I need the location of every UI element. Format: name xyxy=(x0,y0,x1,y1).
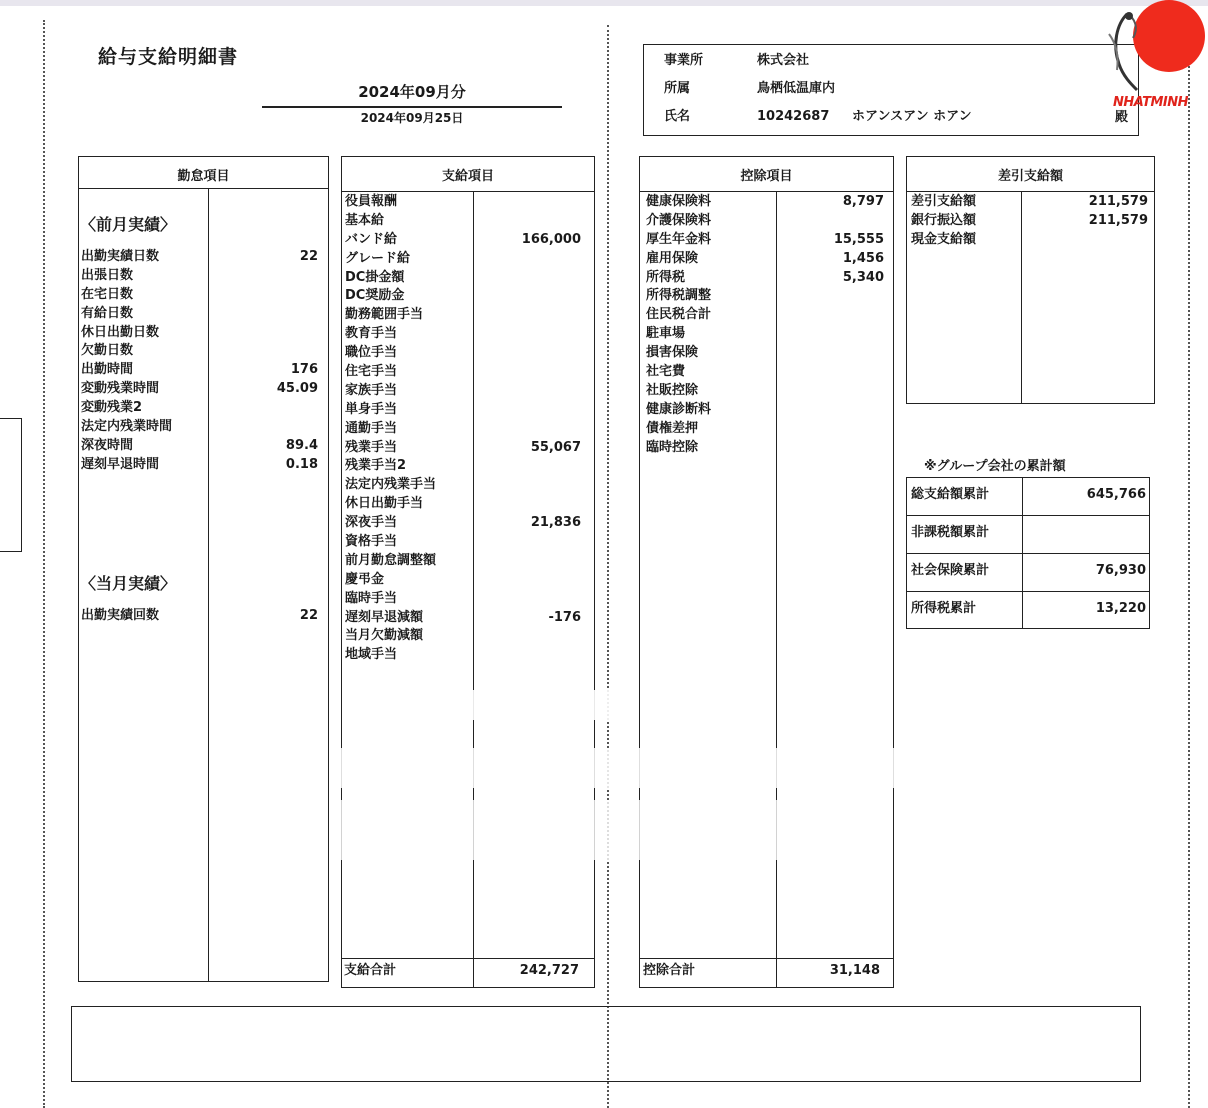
cumulative-label: 所得税累計 xyxy=(911,601,977,616)
cumulative-row-line xyxy=(906,553,1150,554)
list-item: 厚生年金料 15,555 xyxy=(646,231,884,247)
deductions-total-label: 控除合計 xyxy=(643,963,696,978)
list-item: 通勤手当 xyxy=(345,420,398,436)
cumulative-value: 13,220 xyxy=(1095,601,1146,616)
payments-total-line xyxy=(341,958,595,959)
logo-text: NHATMINH xyxy=(1113,95,1188,110)
list-item: 健康保険料 8,797 xyxy=(646,194,884,209)
list-item: 基本給 xyxy=(345,212,385,228)
list-item: 変動残業2 xyxy=(81,400,143,416)
list-item: 銀行振込額 211,579 xyxy=(911,212,1148,228)
payments-list xyxy=(345,193,581,665)
list-item: 残業手当2 xyxy=(345,458,407,474)
current-month-heading: 〈当月実績〉 xyxy=(80,574,177,593)
cumulative-header: ※グループ会社の累計額 xyxy=(924,459,1066,474)
list-item: 遅刻早退減額 -176 xyxy=(345,609,581,625)
attendance-curr-list xyxy=(81,607,318,626)
office-value: 株式会社 xyxy=(757,53,810,68)
list-item: 在宅日数 xyxy=(81,286,134,302)
cumulative-value: 76,930 xyxy=(1095,563,1146,578)
list-item: 駐車場 xyxy=(646,326,686,342)
attendance-prev-list xyxy=(81,248,318,475)
list-item: 深夜手当 21,836 xyxy=(345,515,581,531)
list-item: 前月勤怠調整額 xyxy=(345,552,437,568)
employee-id: 10242687 xyxy=(757,109,830,124)
list-item: 有給日数 xyxy=(81,305,134,321)
attendance-header-line xyxy=(78,188,329,189)
payments-total-value: 242,727 xyxy=(519,963,579,978)
list-item: バンド給 166,000 xyxy=(345,231,581,247)
deductions-total-value: 31,148 xyxy=(829,963,880,978)
cumulative-label: 総支給額累計 xyxy=(911,487,990,502)
memo-box xyxy=(71,1006,1141,1082)
payments-header: 支給項目 xyxy=(441,169,494,184)
deductions-total-line xyxy=(639,958,894,959)
list-item: DC奨励金 xyxy=(345,288,405,304)
list-item: 休日出勤手当 xyxy=(345,496,424,512)
list-item: 役員報酬 xyxy=(345,194,398,209)
left-dotted-margin xyxy=(43,20,45,1108)
list-item: 遅刻早退時間 0.18 xyxy=(81,456,318,472)
list-item: 出張日数 xyxy=(81,267,134,283)
list-item: 家族手当 xyxy=(345,382,398,398)
nhatminh-logo xyxy=(1095,0,1208,116)
deductions-list xyxy=(646,193,884,457)
list-item: 出勤時間 176 xyxy=(81,362,318,378)
list-item: 住宅手当 xyxy=(345,364,398,380)
cumulative-label: 非課税額累計 xyxy=(911,525,990,540)
right-dotted-margin xyxy=(1188,10,1190,1108)
list-item: 健康診断料 xyxy=(646,401,712,417)
list-item: 勤務範囲手当 xyxy=(345,307,424,323)
list-item: 教育手当 xyxy=(345,326,398,342)
list-item: 休日出勤日数 xyxy=(81,324,160,340)
list-item: 住民税合計 xyxy=(646,307,712,323)
cumulative-label: 社会保険累計 xyxy=(911,563,990,578)
cumulative-row-line xyxy=(906,591,1150,592)
list-item: 現金支給額 xyxy=(911,231,977,247)
document-title: 給与支給明細書 xyxy=(98,46,239,68)
list-item: 法定内残業手当 xyxy=(345,477,437,493)
list-item: 債権差押 xyxy=(646,420,699,436)
list-item: 所得税 5,340 xyxy=(646,269,884,285)
list-item: 損害保険 xyxy=(646,345,699,361)
list-item: 出勤実績回数 22 xyxy=(81,608,318,623)
list-item: 当月欠勤減額 xyxy=(345,628,424,644)
list-item: 残業手当 55,067 xyxy=(345,439,581,455)
list-item: 社宅費 xyxy=(646,364,686,380)
honorific: 殿 xyxy=(1115,110,1129,125)
left-edge-box xyxy=(0,418,22,552)
list-item: 変動残業時間 45.09 xyxy=(81,381,318,397)
list-item: 地域手当 xyxy=(345,647,398,663)
center-fold-line xyxy=(607,25,609,1108)
list-item: 社販控除 xyxy=(646,382,699,398)
attendance-header: 勤怠項目 xyxy=(177,169,230,184)
deductions-header-line xyxy=(639,191,894,192)
redaction-blotch xyxy=(340,800,880,860)
department-label: 所属 xyxy=(664,81,691,96)
list-item: 単身手当 xyxy=(345,401,398,417)
deductions-header: 控除項目 xyxy=(740,169,793,184)
redaction-blotch xyxy=(440,690,610,720)
list-item: 慶弔金 xyxy=(345,571,385,587)
pay-date: 2024年09月25日 xyxy=(360,111,464,125)
list-item: 資格手当 xyxy=(345,534,398,550)
list-item: 職位手当 xyxy=(345,345,398,361)
list-item: 臨時手当 xyxy=(345,590,398,606)
employee-name: ホアンスアン ホアン xyxy=(852,109,972,124)
pay-period: 2024年09月分 xyxy=(358,83,466,101)
list-item: DC掛金額 xyxy=(345,269,405,285)
redaction-blotch xyxy=(330,748,895,788)
net-pay-header: 差引支給額 xyxy=(997,169,1063,184)
payments-header-line xyxy=(341,191,595,192)
list-item: 雇用保険 1,456 xyxy=(646,250,884,266)
cumulative-row-line xyxy=(906,515,1150,516)
previous-month-heading: 〈前月実績〉 xyxy=(80,215,177,234)
list-item: 欠勤日数 xyxy=(81,343,134,359)
office-label: 事業所 xyxy=(664,53,704,68)
period-underline xyxy=(262,106,562,108)
top-border xyxy=(0,0,1208,6)
cumulative-value: 645,766 xyxy=(1086,487,1146,502)
list-item: 出勤実績日数 22 xyxy=(81,249,318,264)
list-item: 所得税調整 xyxy=(646,288,712,304)
net-pay-header-line xyxy=(906,191,1155,192)
list-item: 臨時控除 xyxy=(646,439,699,455)
list-item: 深夜時間 89.4 xyxy=(81,437,318,453)
list-item: 法定内残業時間 xyxy=(81,419,173,435)
list-item: 差引支給額 211,579 xyxy=(911,194,1148,209)
department-value: 鳥栖低温庫内 xyxy=(757,81,836,96)
payments-total-label: 支給合計 xyxy=(344,963,397,978)
crane-icon xyxy=(1097,4,1157,94)
list-item: 介護保険料 xyxy=(646,212,712,228)
net-pay-list xyxy=(911,193,1148,250)
list-item: グレード給 xyxy=(345,250,411,266)
name-label: 氏名 xyxy=(664,109,691,124)
